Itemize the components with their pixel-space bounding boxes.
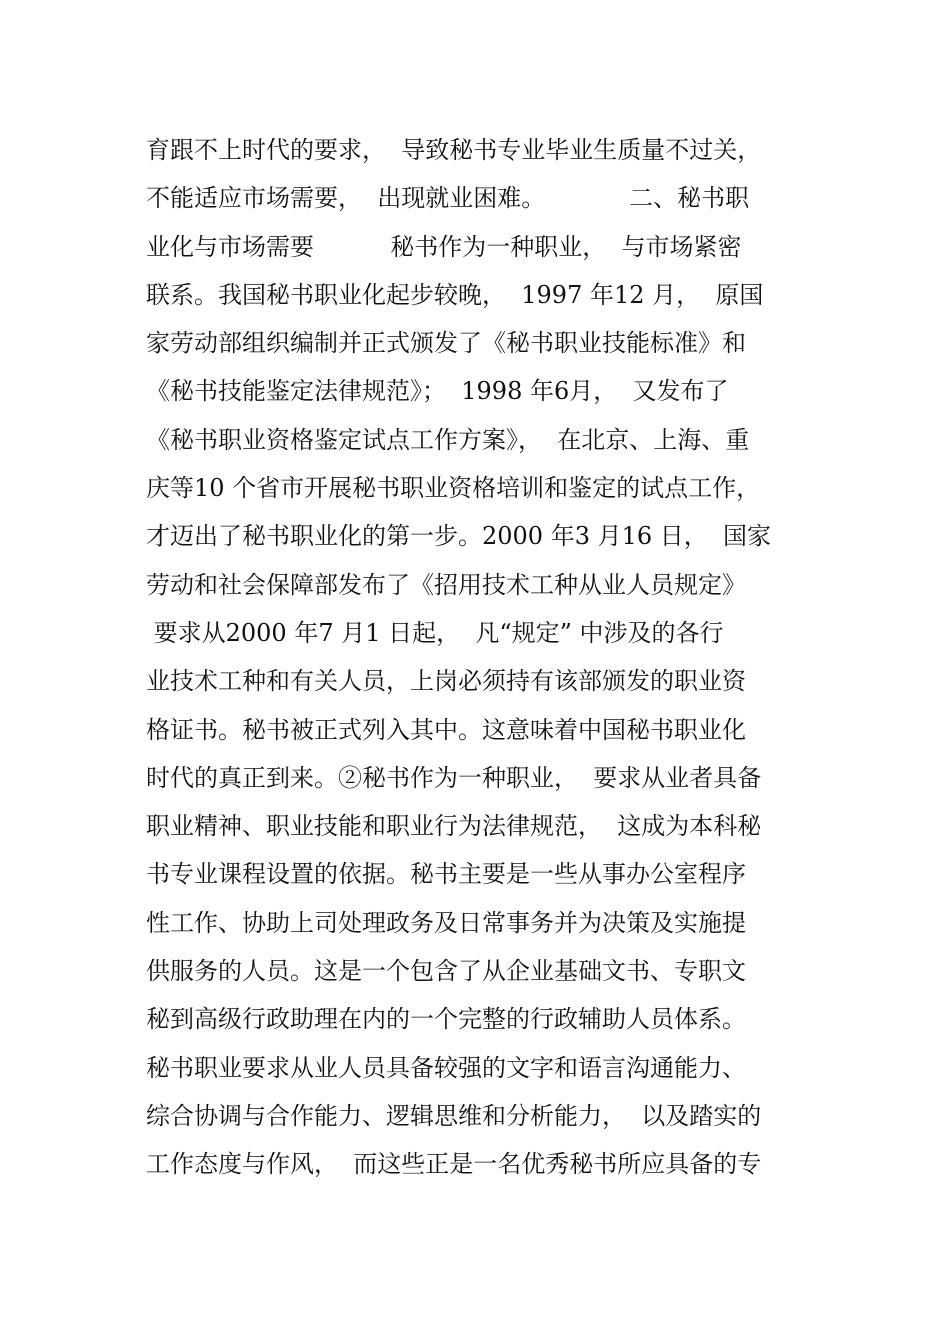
text-line: 业技术工种和有关人员，上岗必须持有该部颁发的职业资: [146, 667, 746, 696]
text-line: 性工作、协助上司处理政务及日常事务并为决策及实施提: [146, 908, 746, 937]
text-line: 秘到高级行政助理在内的一个完整的行政辅助人员体系。: [146, 1005, 746, 1034]
text-line: 供服务的人员。这是一个包含了从企业基础文书、专职文: [146, 957, 746, 986]
text-line: 《秘书技能鉴定法律规范》； 1998 年6月， 又发布了: [146, 377, 729, 406]
text-line: 业化与市场需要 秘书作为一种职业， 与市场紧密: [146, 232, 742, 261]
text-line: 综合协调与合作能力、逻辑思维和分析能力， 以及踏实的: [146, 1101, 762, 1130]
text-line: 育跟不上时代的要求， 导致秘书专业毕业生质量不过关，: [146, 136, 762, 164]
text-line: 不能适应市场需要， 出现就业困难。 二、秘书职: [146, 184, 750, 213]
text-line: 才迈出了秘书职业化的第一步。2000 年3 月16 日， 国家: [146, 522, 772, 551]
text-line: 家劳动部组织编制并正式颁发了《秘书职业技能标准》和: [146, 329, 746, 358]
text-line: 工作态度与作风， 而这些正是一名优秀秘书所应具备的专: [146, 1150, 762, 1179]
text-line: 《秘书职业资格鉴定试点工作方案》， 在北京、上海、重: [146, 425, 750, 454]
text-line: 劳动和社会保障部发布了《招用技术工种从业人员规定》: [146, 570, 746, 599]
text-line: 要求从2000 年7 月1 日起， 凡“规定” 中涉及的各行: [146, 618, 724, 647]
text-line: 职业精神、职业技能和职业行为法律规范， 这成为本科秘: [146, 812, 762, 841]
text-line: 时代的真正到来。②秘书作为一种职业， 要求从业者具备: [146, 763, 762, 792]
text-line: 庆等10 个省市开展秘书职业资格培训和鉴定的试点工作，: [146, 474, 761, 503]
text-line: 格证书。秘书被正式列入其中。这意味着中国秘书职业化: [146, 715, 746, 744]
text-line: 秘书职业要求从业人员具备较强的文字和语言沟通能力、: [146, 1053, 746, 1082]
body-text: [146, 126, 816, 1189]
text-line: 联系。我国秘书职业化起步较晚， 1997 年12 月， 原国: [146, 280, 764, 309]
text-line: 书专业课程设置的依据。秘书主要是一些从事办公室程序: [146, 860, 746, 889]
